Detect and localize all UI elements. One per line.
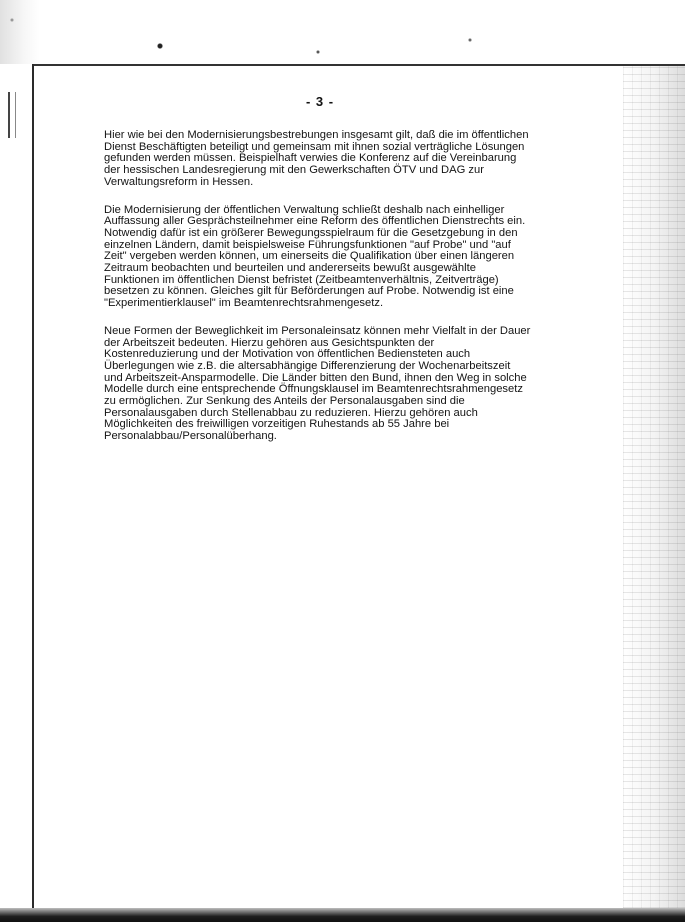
text-line: und Arbeitszeit-Ansparmodelle. Die Länder bitten den Bund, ihnen den Weg in solche	[104, 371, 527, 384]
binding-mark	[8, 92, 16, 138]
text-line: besetzen zu können. Gleiches gilt für Beförderungen auf Probe. Notwendig ist eine	[104, 285, 514, 298]
page-top-border	[32, 64, 685, 66]
text-line: Die Modernisierung der öffentlichen Verwaltung schließt deshalb nach einhelliger	[104, 203, 505, 216]
page-number: - 3 -	[305, 94, 335, 109]
text-line: der hessischen Landesregierung mit den Gewerkschaften ÖTV und DAG zur	[104, 164, 484, 177]
text-line: "Experimentierklausel" im Beamtenrechtsrahmengesetz.	[104, 297, 384, 310]
text-line: Personalausgaben durch Stellenabbau zu reduzieren. Hierzu gehören auch	[104, 406, 478, 419]
scan-corner-shadow	[0, 0, 40, 64]
text-line: Auffassung aller Gesprächsteilnehmer eine Reform des öffentlichen Dienstrechts ein.	[104, 215, 526, 228]
text-line: Dienst Beschäftigten beteiligt und gemeinsam mit ihnen sozial verträgliche Lösungen	[104, 140, 525, 153]
text-line: der Arbeitszeit bedeuten. Hierzu gehören aus Gesichtspunkten der	[104, 336, 435, 349]
text-line: zu ermöglichen. Zur Senkung des Anteils der Personalausgaben sind die	[104, 395, 465, 408]
text-line: Personalabbau/Personalüberhang.	[104, 430, 277, 443]
paragraph-1	[104, 130, 544, 189]
page-left-border	[32, 64, 34, 909]
scan-bottom-band	[0, 908, 685, 922]
text-line: Überlegungen wie z.B. die altersabhängige Differenzierung der Wochenarbeitszeit	[104, 359, 511, 372]
text-line: Hier wie bei den Modernisierungsbestrebungen insgesamt gilt, daß die im öffentlichen	[104, 129, 529, 141]
text-line: Verwaltungsreform in Hessen.	[104, 175, 254, 188]
text-line: Modelle durch eine entsprechende Öffnungsklausel im Beamtenrechtsrahmengesetz	[104, 383, 523, 396]
scan-right-noise	[623, 66, 685, 922]
text-line: Neue Formen der Beweglichkeit im Personaleinsatz können mehr Vielfalt in der Dauer	[104, 324, 531, 337]
text-line: Kostenreduzierung und der Motivation von öffentlichen Bediensteten auch	[104, 348, 471, 361]
text-line: gefunden werden müssen. Beispielhaft verwies die Konferenz auf die Vereinbarung	[104, 152, 517, 165]
text-line: Zeit" vergeben werden können, um einerseits die Qualifikation über einen längeren	[104, 250, 515, 263]
text-line: einzelnen Ländern, damit beispielsweise Führungsfunktionen "auf Probe" und "auf	[104, 238, 511, 251]
text-line: Funktionen im öffentlichen Dienst befristet (Zeitbeamtenverhältnis, Zeitverträge)	[104, 273, 499, 286]
text-line: Möglichkeiten des freiwilligen vorzeitigen Ruhestands ab 55 Jahre bei	[104, 418, 450, 431]
text-line: Notwendig dafür ist ein größerer Bewegungsspielraum für die Gesetzgebung in den	[104, 226, 518, 239]
text-line: Zeitraum beobachten und beurteilen und andererseits bewußt ausgewählte	[104, 262, 476, 275]
document-body	[104, 130, 544, 459]
scan-top-edge	[0, 0, 685, 66]
paragraph-2	[104, 205, 544, 310]
paragraph-3	[104, 326, 544, 443]
